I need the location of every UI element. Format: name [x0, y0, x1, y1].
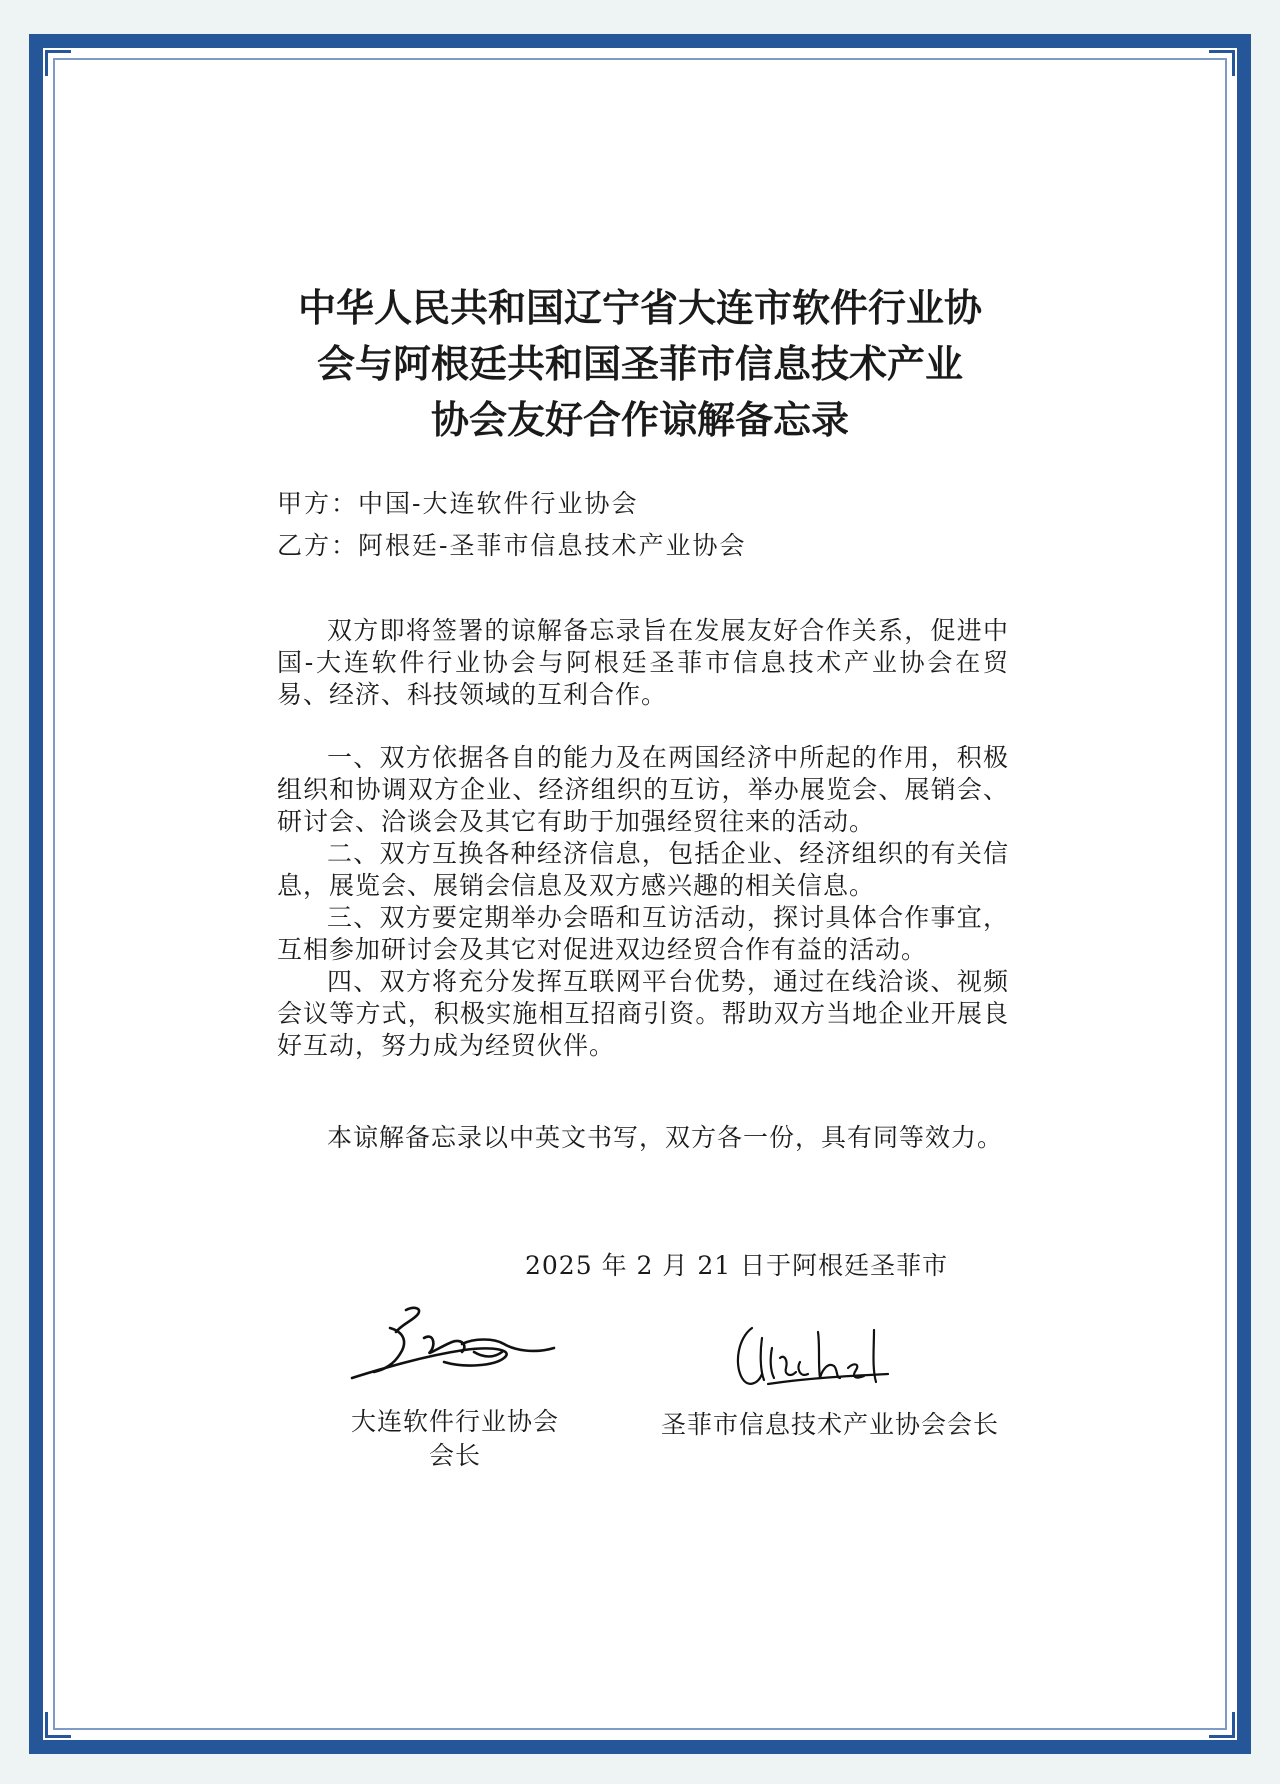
clause-item: 一、双方依据各自的能力及在两国经济中所起的作用，积极组织和协调双方企业、经济组织的互访，举办展览会、展销会、研讨会、洽谈会及其它有助于加强经贸往来的活动。: [277, 743, 1009, 836]
clause-item: 三、双方要定期举办会晤和互访活动，探讨具体合作事宜，互相参加研讨会及其它对促进双边经贸合作有益的活动。: [277, 903, 1009, 964]
signature-right: [728, 1318, 908, 1398]
signer-left: [325, 1405, 585, 1473]
closing-paragraph: 本谅解备忘录以中英文书写，双方各一份，具有同等效力。: [327, 1123, 1004, 1152]
title-line: 会与阿根廷共和国圣菲市信息技术产业: [316, 342, 963, 386]
party-a: 甲方：中国-大连软件行业协会: [277, 489, 639, 518]
title-line: 协会友好合作谅解备忘录: [430, 398, 849, 442]
corner-ornament-bottom-left: [45, 1712, 71, 1738]
clause-item: 二、双方互换各种经济信息，包括企业、经济组织的有关信息，展览会、展销会信息及双方感兴趣的相关信息。: [277, 839, 1009, 900]
intro-paragraph: 双方即将签署的谅解备忘录旨在发展友好合作关系，促进中国-大连软件行业协会与阿根廷圣菲市信息技术产业协会在贸易、经济、科技领域的互利合作。: [277, 616, 1009, 709]
document-title: [120, 280, 1160, 448]
title-line: 中华人民共和国辽宁省大连市软件行业协: [297, 286, 982, 330]
signing-date: 2025 年 2 月 21 日于阿根廷圣菲市: [525, 1251, 949, 1280]
corner-ornament-bottom-right: [1209, 1712, 1235, 1738]
signer-left-title: 会长: [428, 1441, 481, 1470]
signer-right: 圣菲市信息技术产业协会会长: [660, 1410, 999, 1439]
signer-left-organization: 大连软件行业协会: [350, 1407, 559, 1436]
corner-ornament-top-right: [1209, 50, 1235, 76]
clause-item: 四、双方将充分发挥互联网平台优势，通过在线洽谈、视频会议等方式，积极实施相互招商引资。帮助双方当地企业开展良好互动，努力成为经贸伙伴。: [277, 967, 1009, 1060]
signature-left: [344, 1298, 564, 1398]
corner-ornament-top-left: [45, 50, 71, 76]
clauses-list: [277, 742, 1009, 1062]
party-b: 乙方：阿根廷-圣菲市信息技术产业协会: [277, 531, 747, 560]
